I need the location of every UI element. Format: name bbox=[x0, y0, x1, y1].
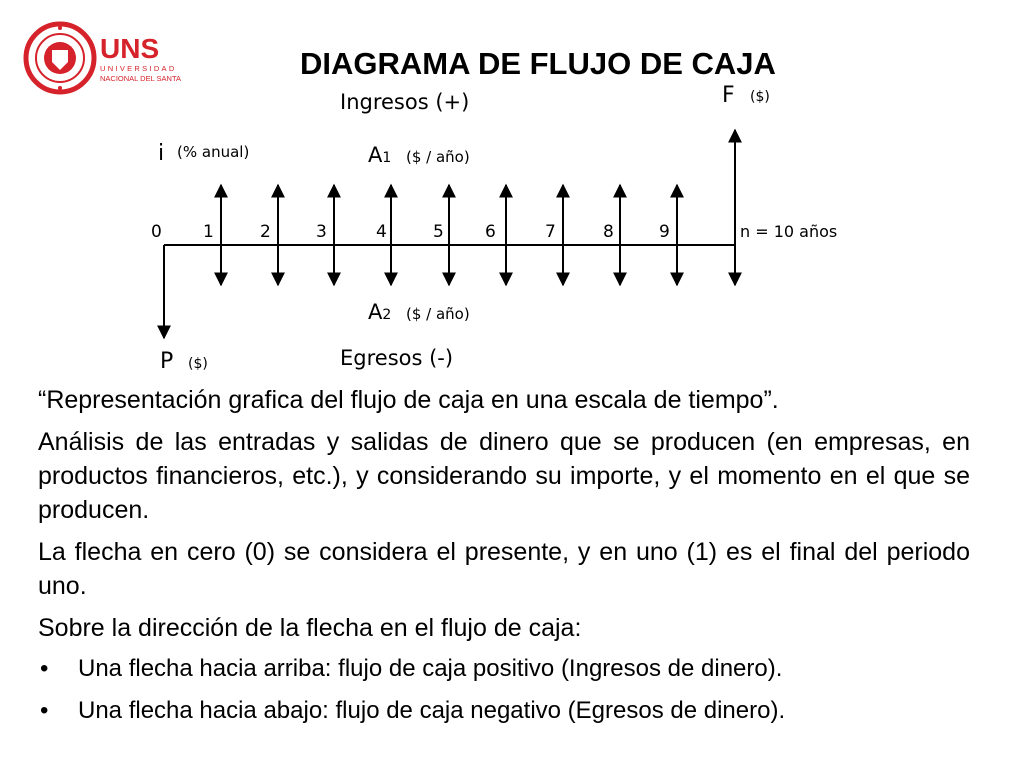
rate-unit: (% anual) bbox=[177, 143, 250, 161]
bullet-text: Una flecha hacia arriba: flujo de caja positivo (Ingresos de dinero). bbox=[78, 655, 783, 682]
end-period-label: n = 10 años bbox=[740, 222, 838, 241]
definition-quote: “Representación grafica del flujo de caja en una escala de tiempo”. bbox=[38, 386, 779, 414]
cash-flow-diagram bbox=[0, 80, 1024, 380]
period-label-0: 0 bbox=[151, 222, 162, 242]
period-label-4: 4 bbox=[376, 222, 387, 242]
future-unit: ($) bbox=[750, 89, 770, 105]
period-label-3: 3 bbox=[316, 222, 327, 242]
future-symbol: F bbox=[722, 83, 735, 108]
period-label-8: 8 bbox=[603, 222, 614, 242]
a2-sub: 2 bbox=[382, 307, 392, 323]
page-title: DIAGRAMA DE FLUJO DE CAJA bbox=[300, 46, 776, 81]
present-symbol: P bbox=[160, 349, 174, 374]
paragraph-direction: Sobre la dirección de la flecha en el flujo de caja: bbox=[38, 614, 582, 642]
a2-symbol: A bbox=[368, 300, 383, 324]
slide-body bbox=[38, 383, 970, 737]
a1-symbol: A bbox=[368, 143, 383, 167]
bullet-text: Una flecha hacia abajo: flujo de caja negativo (Egresos de dinero). bbox=[78, 697, 786, 724]
a1-label bbox=[368, 143, 391, 167]
paragraph-present: La flecha en cero (0) se considera el presente, y en uno (1) es el final del periodo uno. bbox=[38, 538, 970, 600]
period-label-2: 2 bbox=[260, 222, 271, 242]
bullet-icon: • bbox=[40, 655, 49, 682]
logo-line2: NACIONAL DEL SANTA bbox=[100, 74, 181, 83]
a2-label bbox=[368, 300, 391, 324]
bullet-list bbox=[38, 653, 970, 727]
rate-symbol: i bbox=[158, 141, 165, 166]
list-item bbox=[38, 653, 970, 685]
a2-unit: ($ / año) bbox=[406, 305, 470, 323]
period-label-1: 1 bbox=[203, 222, 214, 242]
present-unit: ($) bbox=[188, 356, 208, 372]
bullet-icon: • bbox=[40, 697, 49, 724]
period-label-7: 7 bbox=[545, 222, 556, 242]
period-label-5: 5 bbox=[433, 222, 444, 242]
expenses-label: Egresos (-) bbox=[340, 346, 454, 370]
logo-short-name: UNS bbox=[100, 33, 160, 64]
logo-line1: UNIVERSIDAD bbox=[100, 64, 177, 73]
period-label-6: 6 bbox=[485, 222, 496, 242]
a1-sub: 1 bbox=[382, 150, 392, 166]
period-labels bbox=[151, 222, 670, 242]
paragraph-analysis: Análisis de las entradas y salidas de dinero que se producen (en empresas, en productos financieros, etc.), y considerando su importe, y el momento en el que se producen. bbox=[38, 428, 970, 524]
a1-unit: ($ / año) bbox=[406, 148, 470, 166]
period-label-9: 9 bbox=[659, 222, 670, 242]
incomes-label: Ingresos (+) bbox=[340, 90, 470, 114]
list-item bbox=[38, 695, 970, 727]
